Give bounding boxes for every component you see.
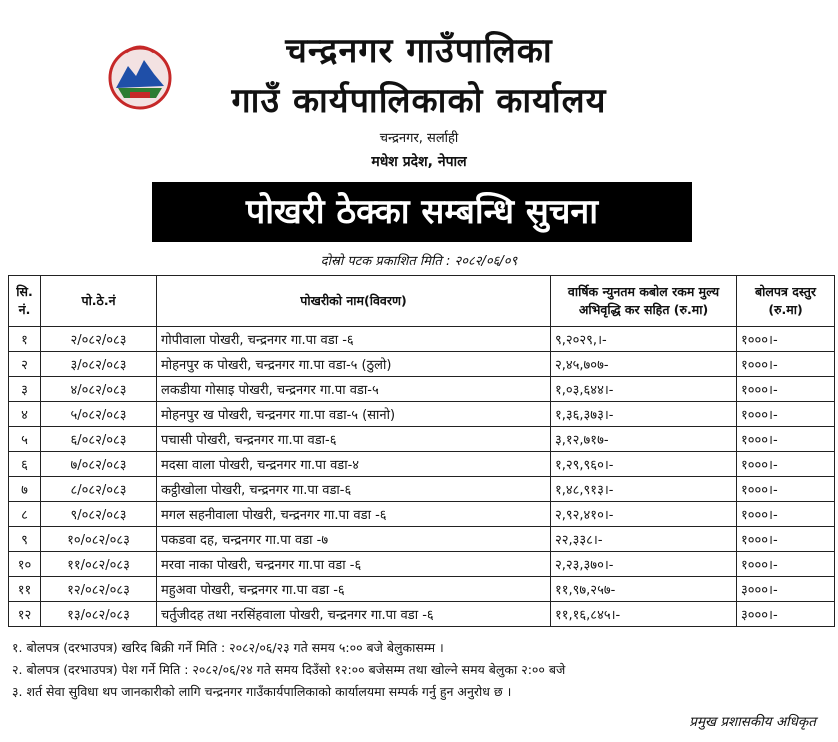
column-header-pond-name: पोखरीको नाम(विवरण) (157, 276, 551, 327)
cell-sn: १ (9, 327, 41, 352)
table-row (9, 527, 835, 552)
column-header-tender-no: पो.ठे.नं (41, 276, 157, 327)
cell-sn: ११ (9, 577, 41, 602)
column-header-fee: बोलपत्र दस्तुर (रु.मा) (737, 276, 835, 327)
cell-sn: ५ (9, 427, 41, 452)
cell-tender-no: ६/०८२/०८३ (41, 427, 157, 452)
cell-sn: ९ (9, 527, 41, 552)
office-subtitle: गाउँ कार्यपालिकाको कार्यालय (231, 81, 607, 121)
cell-tender-no: १२/०८२/०८३ (41, 577, 157, 602)
cell-sn: ४ (9, 402, 41, 427)
table-row (9, 352, 835, 377)
table-row (9, 402, 835, 427)
cell-amount: २,९२,४१०।- (551, 502, 737, 527)
cell-amount: १,२९,९६०।- (551, 452, 737, 477)
publish-date: दोस्रो पटक प्रकाशित मिति : २०८२/०६/०९ (320, 254, 518, 269)
cell-sn: २ (9, 352, 41, 377)
cell-pond-name: महुअवा पोखरी, चन्द्रनगर गा.पा वडा -६ (157, 577, 551, 602)
cell-fee: १०००।- (737, 452, 835, 477)
table-row (9, 377, 835, 402)
tender-table (8, 275, 835, 627)
cell-fee: १०००।- (737, 327, 835, 352)
cell-fee: १०००।- (737, 352, 835, 377)
cell-tender-no: ५/०८२/०८३ (41, 402, 157, 427)
cell-amount: १,४८,९१३।- (551, 477, 737, 502)
note-item: २. बोलपत्र (दरभाउपत्र) पेश गर्ने मिति : २०८२/०६/२४ गते समय दिउँसो १२:०० बजेसम्म तथा खोल्ने समय बेलुका २:०० बजे (12, 662, 566, 677)
cell-fee: ३०००।- (737, 602, 835, 627)
cell-sn: ३ (9, 377, 41, 402)
cell-pond-name: पचासी पोखरी, चन्द्रनगर गा.पा वडा-६ (157, 427, 551, 452)
cell-pond-name: गोपीवाला पोखरी, चन्द्रनगर गा.पा वडा -६ (157, 327, 551, 352)
cell-amount: २,४५,७०७- (551, 352, 737, 377)
cell-fee: १०००।- (737, 527, 835, 552)
cell-pond-name: कट्ठीखोला पोखरी, चन्द्रनगर गा.पा वडा-६ (157, 477, 551, 502)
note-item: ३. शर्त सेवा सुविधा थप जानकारीको लागि चन्द्रनगर गाउँकार्यपालिकाको कार्यालयमा सम्पर्क गर्नु हुन अनुरोध छ । (12, 684, 512, 699)
cell-tender-no: १३/०८२/०८३ (41, 602, 157, 627)
notice-title-banner: पोखरी ठेक्का सम्बन्धि सुचना (152, 182, 692, 242)
cell-tender-no: ४/०८२/०८३ (41, 377, 157, 402)
cell-fee: १०००।- (737, 502, 835, 527)
office-name: चन्द्रनगर गाउँपालिका (285, 31, 553, 71)
cell-sn: १० (9, 552, 41, 577)
cell-amount: २,२३,३७०।- (551, 552, 737, 577)
cell-amount: १,०३,६४४।- (551, 377, 737, 402)
table-row (9, 477, 835, 502)
cell-tender-no: ११/०८२/०८३ (41, 552, 157, 577)
cell-pond-name: मोहनपुर ख पोखरी, चन्द्रनगर गा.पा वडा-५ (सानो) (157, 402, 551, 427)
cell-fee: १०००।- (737, 427, 835, 452)
cell-fee: १०००।- (737, 402, 835, 427)
cell-fee: १०००।- (737, 552, 835, 577)
table-row (9, 602, 835, 627)
table-row (9, 577, 835, 602)
cell-pond-name: मदसा वाला पोखरी, चन्द्रनगर गा.पा वडा-४ (157, 452, 551, 477)
column-header-min-amount: वार्षिक न्युनतम कबोल रकम मुल्य अभिवृद्धि कर सहित (रु.मा) (551, 276, 737, 327)
table-row (9, 327, 835, 352)
cell-amount: ११,९७,२५७- (551, 577, 737, 602)
cell-pond-name: लकडीया गोसाइ पोखरी, चन्द्रनगर गा.पा वडा-५ (157, 377, 551, 402)
cell-amount: ९,२०२९,।- (551, 327, 737, 352)
cell-pond-name: मरवा नाका पोखरी, चन्द्रनगर गा.पा वडा -६ (157, 552, 551, 577)
cell-sn: ६ (9, 452, 41, 477)
cell-fee: १०००।- (737, 377, 835, 402)
table-row (9, 452, 835, 477)
cell-tender-no: ८/०८२/०८३ (41, 477, 157, 502)
cell-tender-no: ७/०८२/०८३ (41, 452, 157, 477)
cell-tender-no: ९/०८२/०८३ (41, 502, 157, 527)
table-row (9, 502, 835, 527)
cell-tender-no: ३/०८२/०८३ (41, 352, 157, 377)
cell-sn: ८ (9, 502, 41, 527)
address-line-1: चन्द्रनगर, सर्लाही (379, 131, 459, 146)
table-row (9, 427, 835, 452)
note-item: १. बोलपत्र (दरभाउपत्र) खरिद बिक्री गर्ने मिति : २०८२/०६/२३ गते समय ५:०० बजे बेलुकासम्म । (12, 640, 444, 655)
cell-pond-name: मगल सहनीवाला पोखरी, चन्द्रनगर गा.पा वडा -६ (157, 502, 551, 527)
column-header-sn: सि. नं. (9, 276, 41, 327)
cell-pond-name: पकडवा दह, चन्द्रनगर गा.पा वडा -७ (157, 527, 551, 552)
signature-title: प्रमुख प्रशासकीय अधिकृत (689, 714, 816, 730)
table-header-row (9, 276, 835, 327)
cell-tender-no: १०/०८२/०८३ (41, 527, 157, 552)
table-row (9, 552, 835, 577)
notice-header (0, 0, 838, 270)
cell-amount: ११,१६,८४५।- (551, 602, 737, 627)
cell-pond-name: चर्तुजीदह तथा नरसिंहवाला पोखरी, चन्द्रनगर गा.पा वडा -६ (157, 602, 551, 627)
cell-sn: ७ (9, 477, 41, 502)
cell-fee: ३०००।- (737, 577, 835, 602)
cell-amount: २२,३३८।- (551, 527, 737, 552)
cell-amount: ३,१२,७१७- (551, 427, 737, 452)
address-line-2: मधेश प्रदेश, नेपाल (371, 154, 467, 170)
cell-amount: १,३६,३७३।- (551, 402, 737, 427)
notes-section (12, 637, 565, 703)
cell-pond-name: मोहनपुर क पोखरी, चन्द्रनगर गा.पा वडा-५ (ठुलो) (157, 352, 551, 377)
cell-tender-no: २/०८२/०८३ (41, 327, 157, 352)
cell-sn: १२ (9, 602, 41, 627)
cell-fee: १०००।- (737, 477, 835, 502)
